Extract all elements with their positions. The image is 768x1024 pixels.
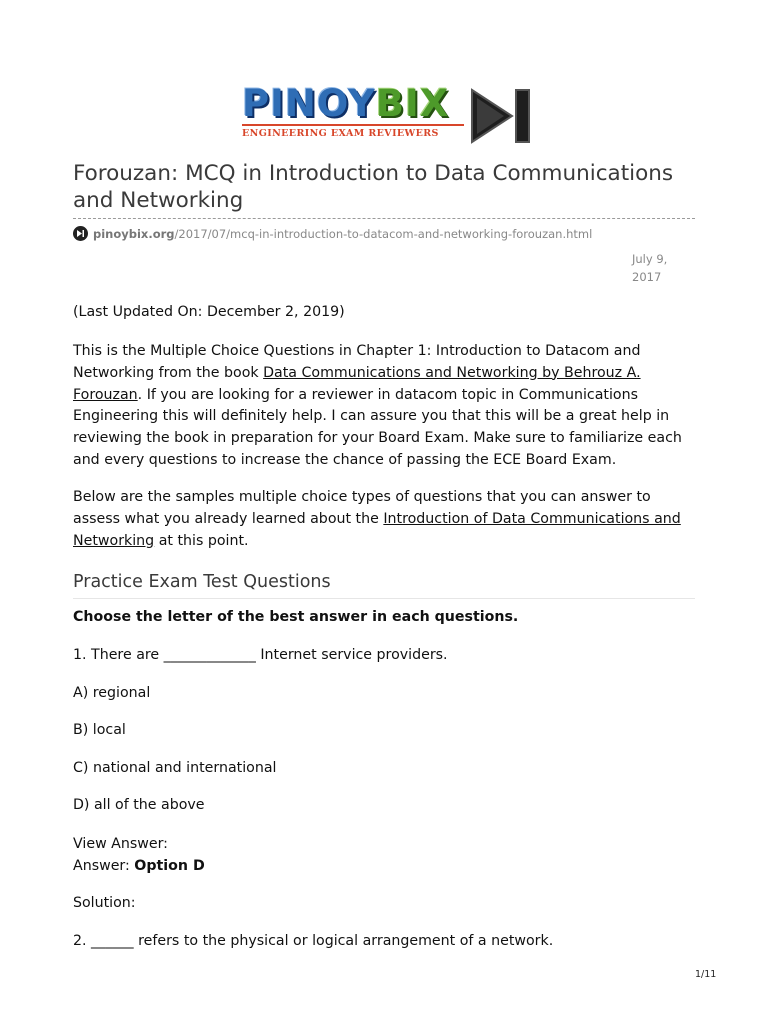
solution-label: Solution: — [73, 895, 136, 911]
article-title-line1: Forouzan: MCQ in Introduction to Data Communications — [73, 161, 674, 186]
source-url[interactable] — [73, 226, 592, 241]
date-month-day: July 9, — [632, 252, 668, 266]
section-heading: Practice Exam Test Questions — [73, 572, 331, 592]
intro-paragraph — [73, 341, 695, 472]
question-1: 1. There are _____________ Internet service providers. — [73, 647, 448, 663]
instruction — [73, 607, 695, 629]
intro-text-1: This is the Multiple Choice Questions in Chapter 1: Introduction to Datacom and Networking from the book — [73, 343, 641, 381]
logo-wordmark-pinoy: PINOY — [242, 82, 376, 125]
source-path: /2017/07/mcq-in-introduction-to-datacom-and-networking-forouzan.html — [174, 226, 593, 241]
book-link[interactable]: Data Communications and Networking by Behrouz A. Forouzan — [73, 364, 641, 403]
article-title — [73, 160, 693, 214]
topic-link[interactable]: Introduction of Data Communications and Networking — [73, 510, 681, 549]
article-title-line2: and Networking — [73, 188, 244, 213]
instruction-text: Choose the letter of the best answer in each questions. — [73, 609, 519, 625]
logo-wordmark — [242, 84, 449, 124]
question-2: 2. ______ refers to the physical or logical arrangement of a network. — [73, 933, 554, 949]
answer-label: Answer: — [73, 858, 135, 874]
assessment-text-2: at this point. — [154, 532, 249, 549]
option-a: A) regional — [73, 685, 151, 701]
assessment-paragraph — [73, 487, 695, 552]
intro-text-2: . If you are looking for a reviewer in datacom topic in Communications Engineering this will definitely help. I can assure you that this will be a great help in reviewing the book in preparation for your Board Exam. Make sure to familiarize each and every questions to increase the chance of passing the ECE Board Exam. — [73, 386, 682, 468]
option-d: D) all of the above — [73, 797, 205, 813]
logo-wordmark-bix: BIX — [375, 82, 450, 125]
page-number: 1/11 — [695, 969, 717, 980]
date-year: 2017 — [632, 270, 662, 284]
option-c: C) national and international — [73, 760, 277, 776]
logo-tagline: ENGINEERING EXAM REVIEWERS — [242, 124, 464, 139]
answer-value: Option D — [134, 858, 205, 874]
site-logo[interactable] — [242, 84, 532, 150]
play-button-icon — [468, 86, 532, 146]
last-updated: (Last Updated On: December 2, 2019) — [73, 304, 345, 320]
section-divider — [73, 598, 695, 599]
source-domain: pinoybix.org — [93, 226, 175, 241]
play-icon — [73, 226, 88, 241]
publish-date — [632, 250, 682, 286]
view-answer[interactable]: View Answer: — [73, 836, 168, 852]
title-divider — [73, 218, 695, 219]
assessment-text-1: Below are the samples multiple choice types of questions that you can answer to assess what you already learned about the — [73, 489, 651, 527]
answer-line — [73, 856, 695, 878]
option-b: B) local — [73, 722, 126, 738]
